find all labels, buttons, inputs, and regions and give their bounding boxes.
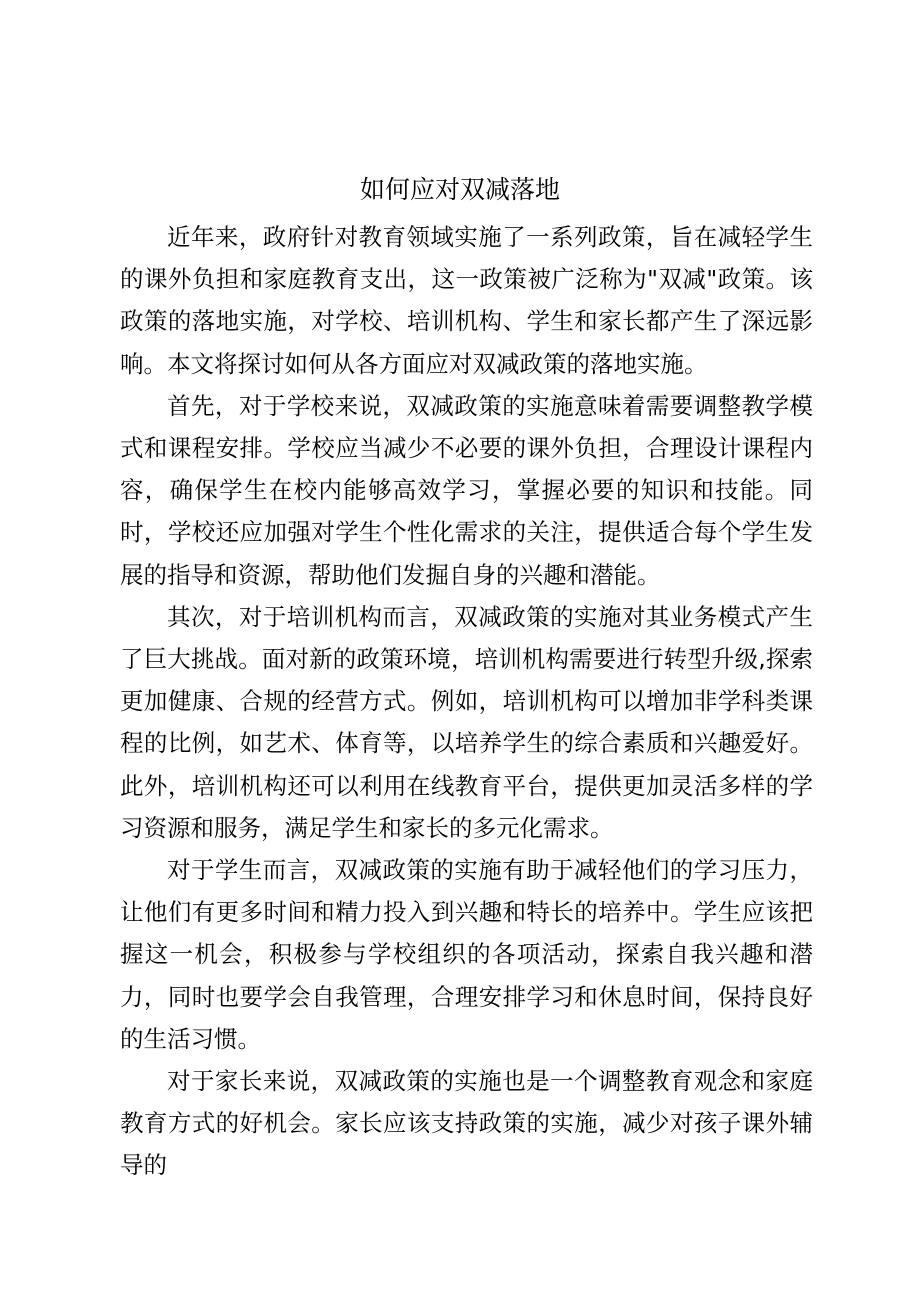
document-title: 如何应对双减落地 bbox=[359, 175, 560, 204]
paragraph-schools: 首先，对于学校来说，双减政策的实施意味着需要调整教学模式和课程安排。学校应当减少不必要的课外负担，合理设计课程内容，确保学生在校内能够高效学习，掌握必要的知识和技能。同时，学校还应加强对学生个性化需求的关注，提供适合每个学生发展的指导和资源，帮助他们发掘自身的兴趣和潜能。 bbox=[120, 391, 813, 589]
paragraph-intro: 近年来，政府针对教育领域实施了一系列政策，旨在减轻学生的课外负担和家庭教育支出，这一政策被广泛称为"双减"政策。该政策的落地实施，对学校、培训机构、学生和家长都产生了深远影响。本文将探讨如何从各方面应对双减政策的落地实施。 bbox=[120, 223, 813, 378]
document-body bbox=[120, 216, 813, 1187]
paragraph-parents: 对于家长来说，双减政策的实施也是一个调整教育观念和家庭教育方式的好机会。家长应该支持政策的实施，减少对孩子课外辅导的 bbox=[120, 1067, 813, 1180]
paragraph-students: 对于学生而言，双减政策的实施有助于减轻他们的学习压力，让他们有更多时间和精力投入到兴趣和特长的培养中。学生应该把握这一机会，积极参与学校组织的各项活动，探索自我兴趣和潜力，同时也要学会自我管理，合理安排学习和休息时间，保持良好的生活习惯。 bbox=[120, 856, 813, 1053]
paragraph-training-institutions: 其次，对于培训机构而言，双减政策的实施对其业务模式产生了巨大挑战。面对新的政策环境，培训机构需要进行转型升级,探索更加健康、合规的经营方式。例如，培训机构可以增加非学科类课程的比例，如艺术、体育等，以培养学生的综合素质和兴趣爱好。此外，培训机构还可以利用在线教育平台，提供更加灵活多样的学习资源和服务，满足学生和家长的多元化需求。 bbox=[120, 602, 813, 842]
